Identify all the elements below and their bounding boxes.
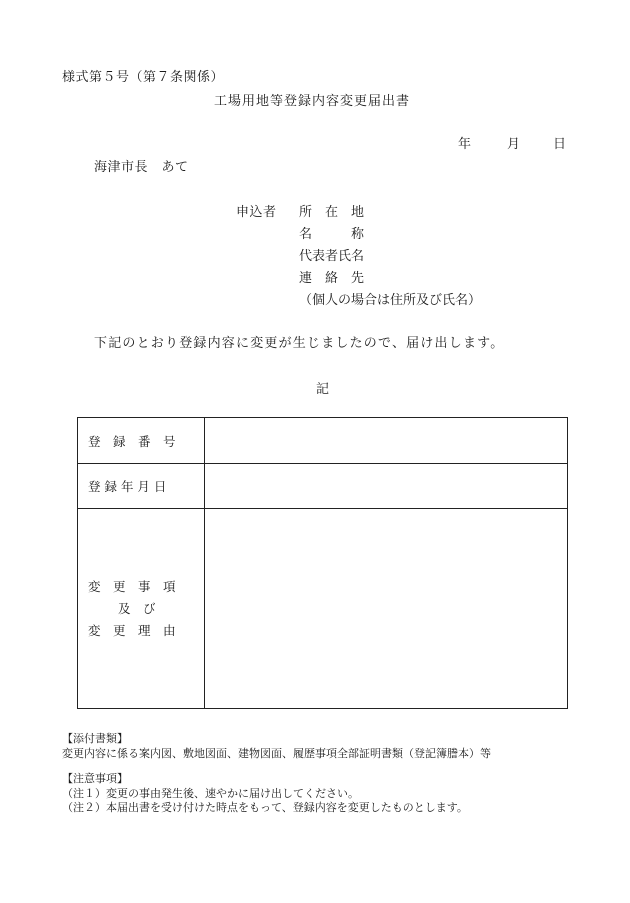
- form-number: 様式第５号（第７条関係）: [62, 70, 225, 85]
- registration-number-label-cell: [78, 418, 205, 463]
- addressee: 海津市長 あて: [94, 160, 189, 175]
- registration-date-label-cell: [78, 464, 205, 508]
- applicant-location-label: 所 在 地: [299, 205, 365, 220]
- applicant-name-label: 名 称: [299, 227, 365, 242]
- form-table: [77, 417, 568, 709]
- table-row: [78, 509, 567, 708]
- ki-label: 記: [316, 382, 330, 397]
- change-details-label: [88, 576, 176, 642]
- attachments-heading: 【添付書類】: [62, 732, 128, 745]
- date-day-label: 日: [553, 137, 567, 152]
- registration-date-field[interactable]: [205, 464, 567, 508]
- table-row: [78, 418, 567, 464]
- applicant-contact-label: 連 絡 先: [299, 271, 365, 286]
- note-1: （注１）変更の事由発生後、速やかに届け出してください。: [62, 787, 359, 800]
- registration-date-label: 登 録 年 月 日: [88, 479, 167, 494]
- change-details-label-line3: 変 更 理 由: [88, 622, 176, 638]
- statement-text: 下記のとおり登録内容に変更が生じましたので、届け出します。: [94, 336, 505, 351]
- table-row: [78, 464, 567, 509]
- date-month-label: 月: [507, 137, 521, 152]
- notes-heading: 【注意事項】: [62, 772, 128, 785]
- applicant-representative-label: 代表者氏名: [299, 249, 365, 264]
- applicant-heading: 申込者: [236, 205, 277, 220]
- registration-number-field[interactable]: [205, 418, 567, 463]
- change-details-label-cell: [78, 509, 205, 708]
- applicant-note: （個人の場合は住所及び氏名）: [299, 293, 482, 308]
- registration-number-label: 登 録 番 号: [88, 433, 176, 449]
- change-details-field[interactable]: [205, 509, 567, 708]
- change-details-label-line1: 変 更 事 項: [88, 578, 176, 594]
- document-title: 工場用地等登録内容変更届出書: [214, 94, 411, 109]
- attachments-text: 変更内容に係る案内図、敷地図面、建物図面、履歴事項全部証明書類（登記簿謄本）等: [62, 747, 491, 760]
- change-details-label-line2: 及 び: [118, 600, 156, 616]
- date-year-label: 年: [458, 137, 472, 152]
- note-2: （注２）本届出書を受け付けた時点をもって、登録内容を変更したものとします。: [62, 801, 468, 814]
